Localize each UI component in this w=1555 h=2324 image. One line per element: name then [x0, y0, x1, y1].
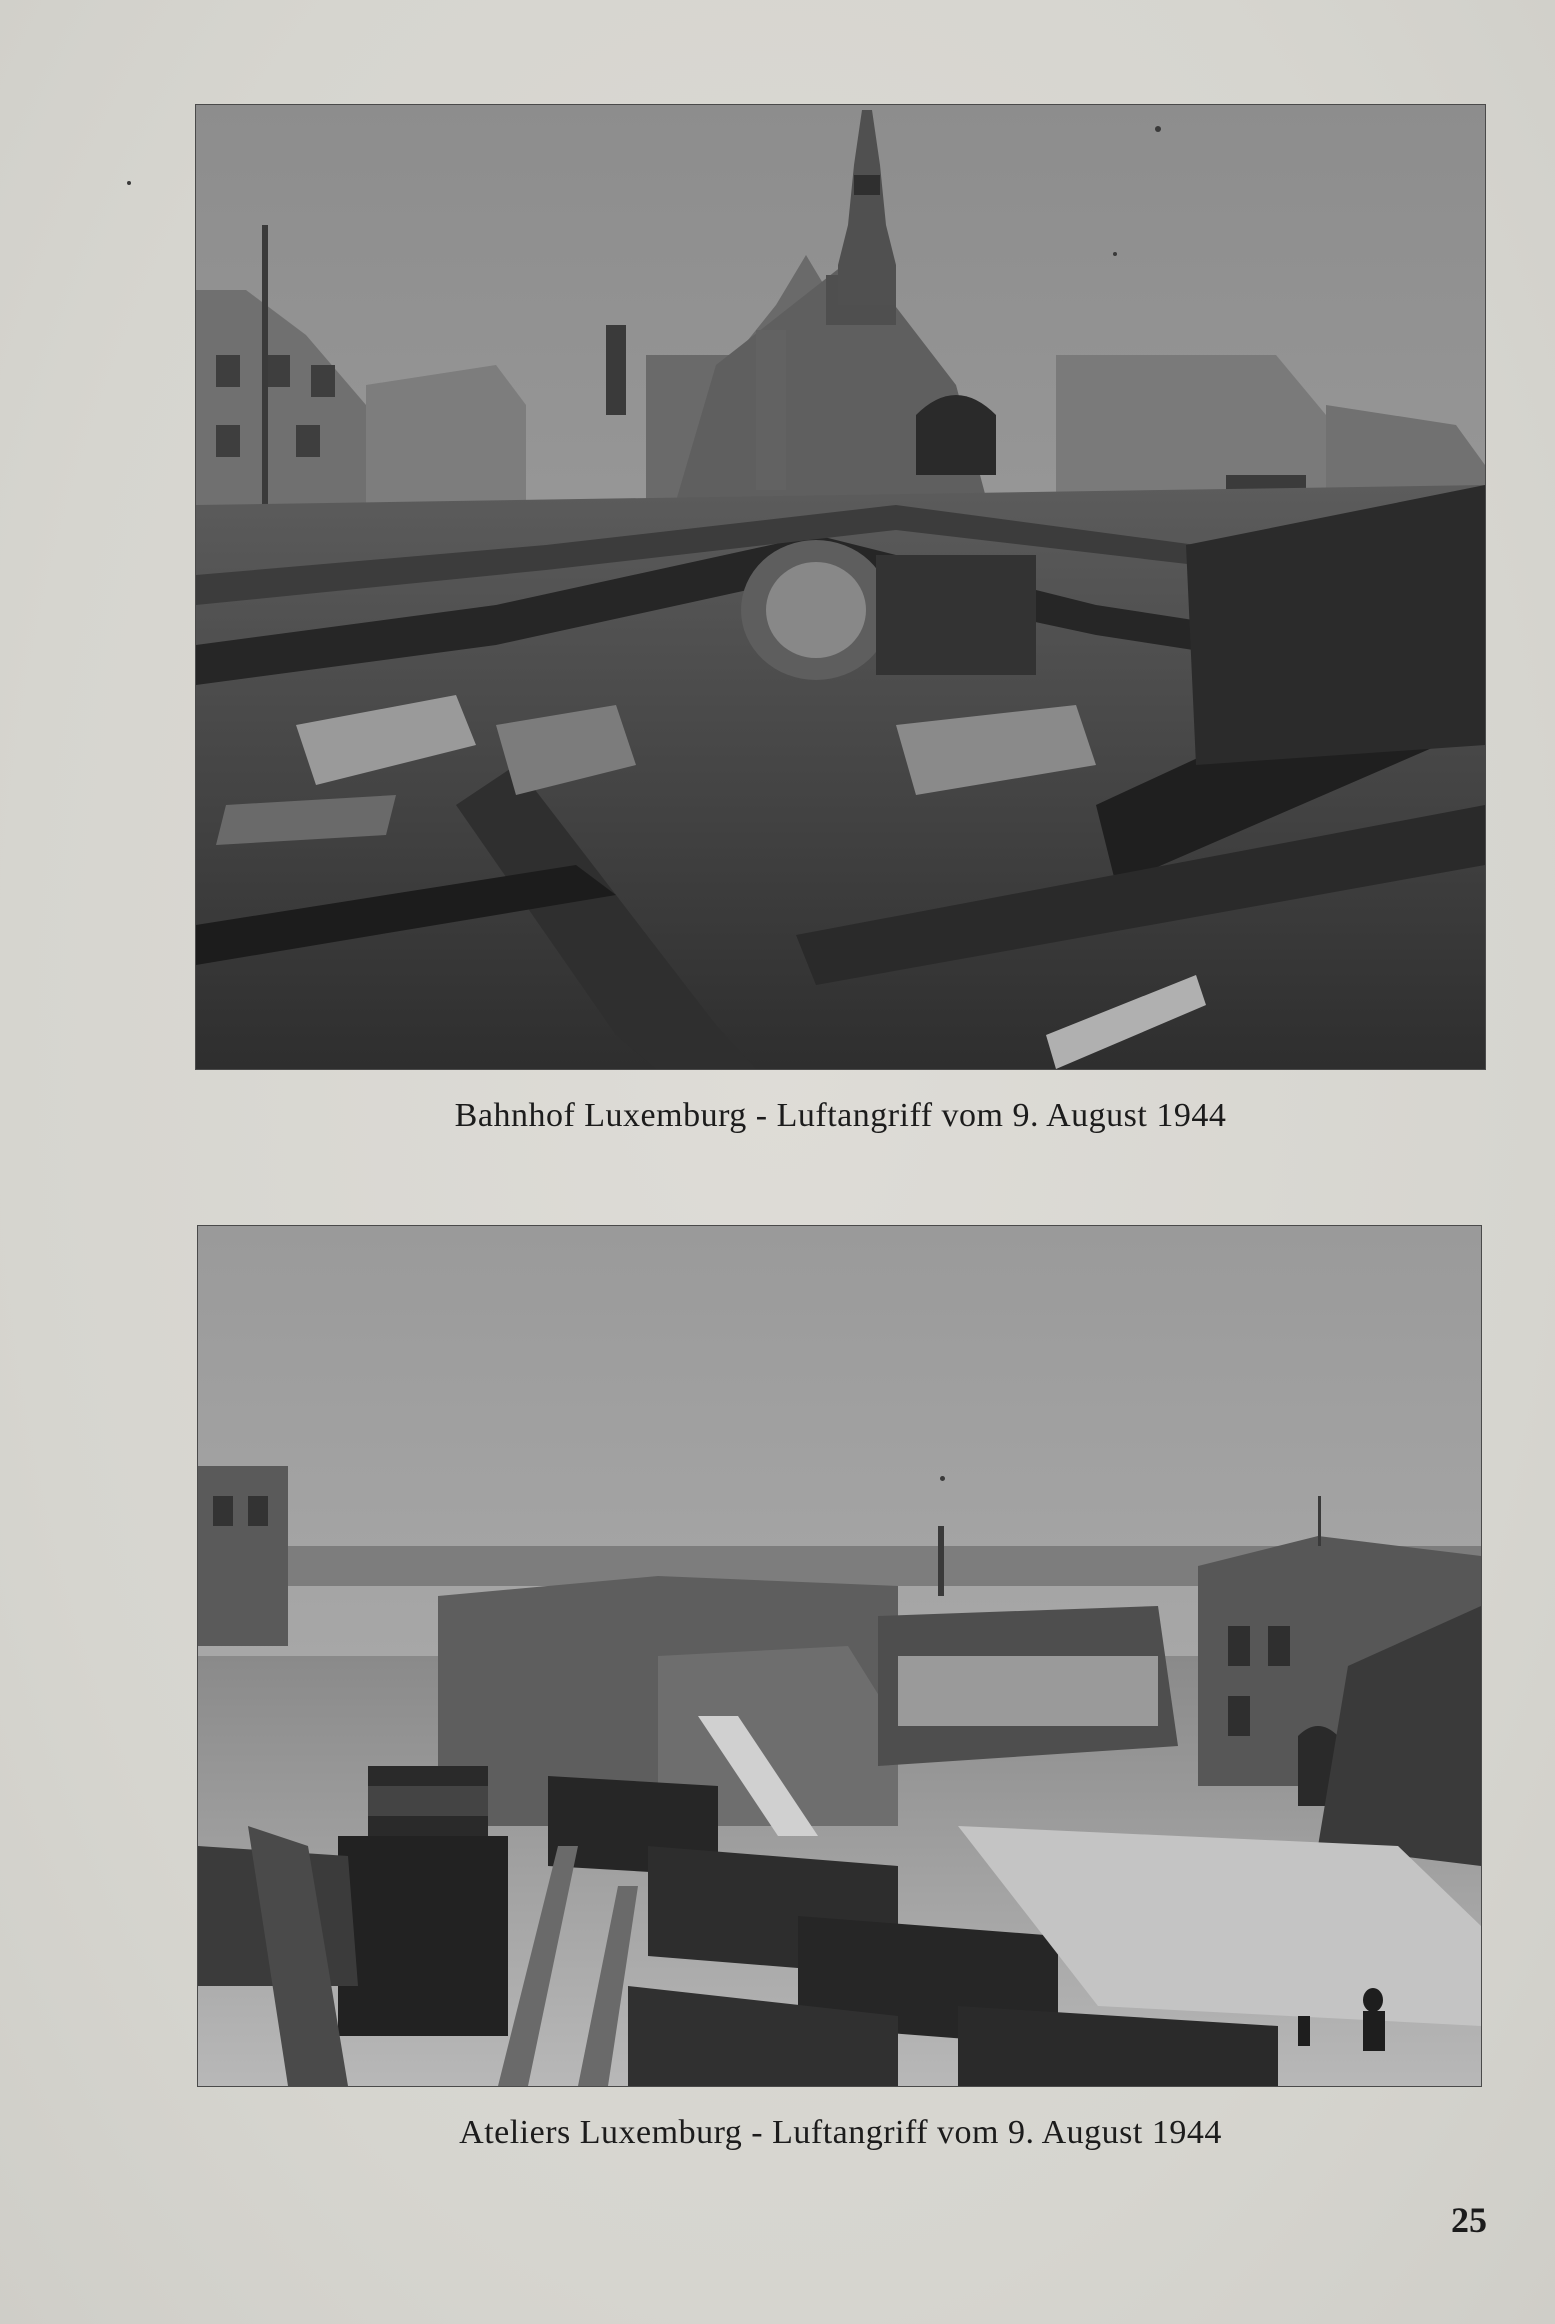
- paper-speck: [1113, 252, 1117, 256]
- page-number: 25: [1451, 2200, 1487, 2240]
- photo-ateliers-luxemburg: [198, 1226, 1481, 2086]
- paper-speck: [127, 181, 131, 185]
- photo-bahnhof-caption: Bahnhof Luxemburg - Luftangriff vom 9. August 1944: [454, 1097, 1227, 1134]
- photo-ateliers-image: [198, 1226, 1481, 2086]
- photo-bahnhof-luxemburg: [196, 105, 1485, 1069]
- photo-ateliers-caption: Ateliers Luxemburg - Luftangriff vom 9. August 1944: [459, 2114, 1222, 2151]
- paper-speck: [1155, 126, 1161, 132]
- photo-bahnhof-image: [196, 105, 1485, 1069]
- paper-speck: [940, 1476, 945, 1481]
